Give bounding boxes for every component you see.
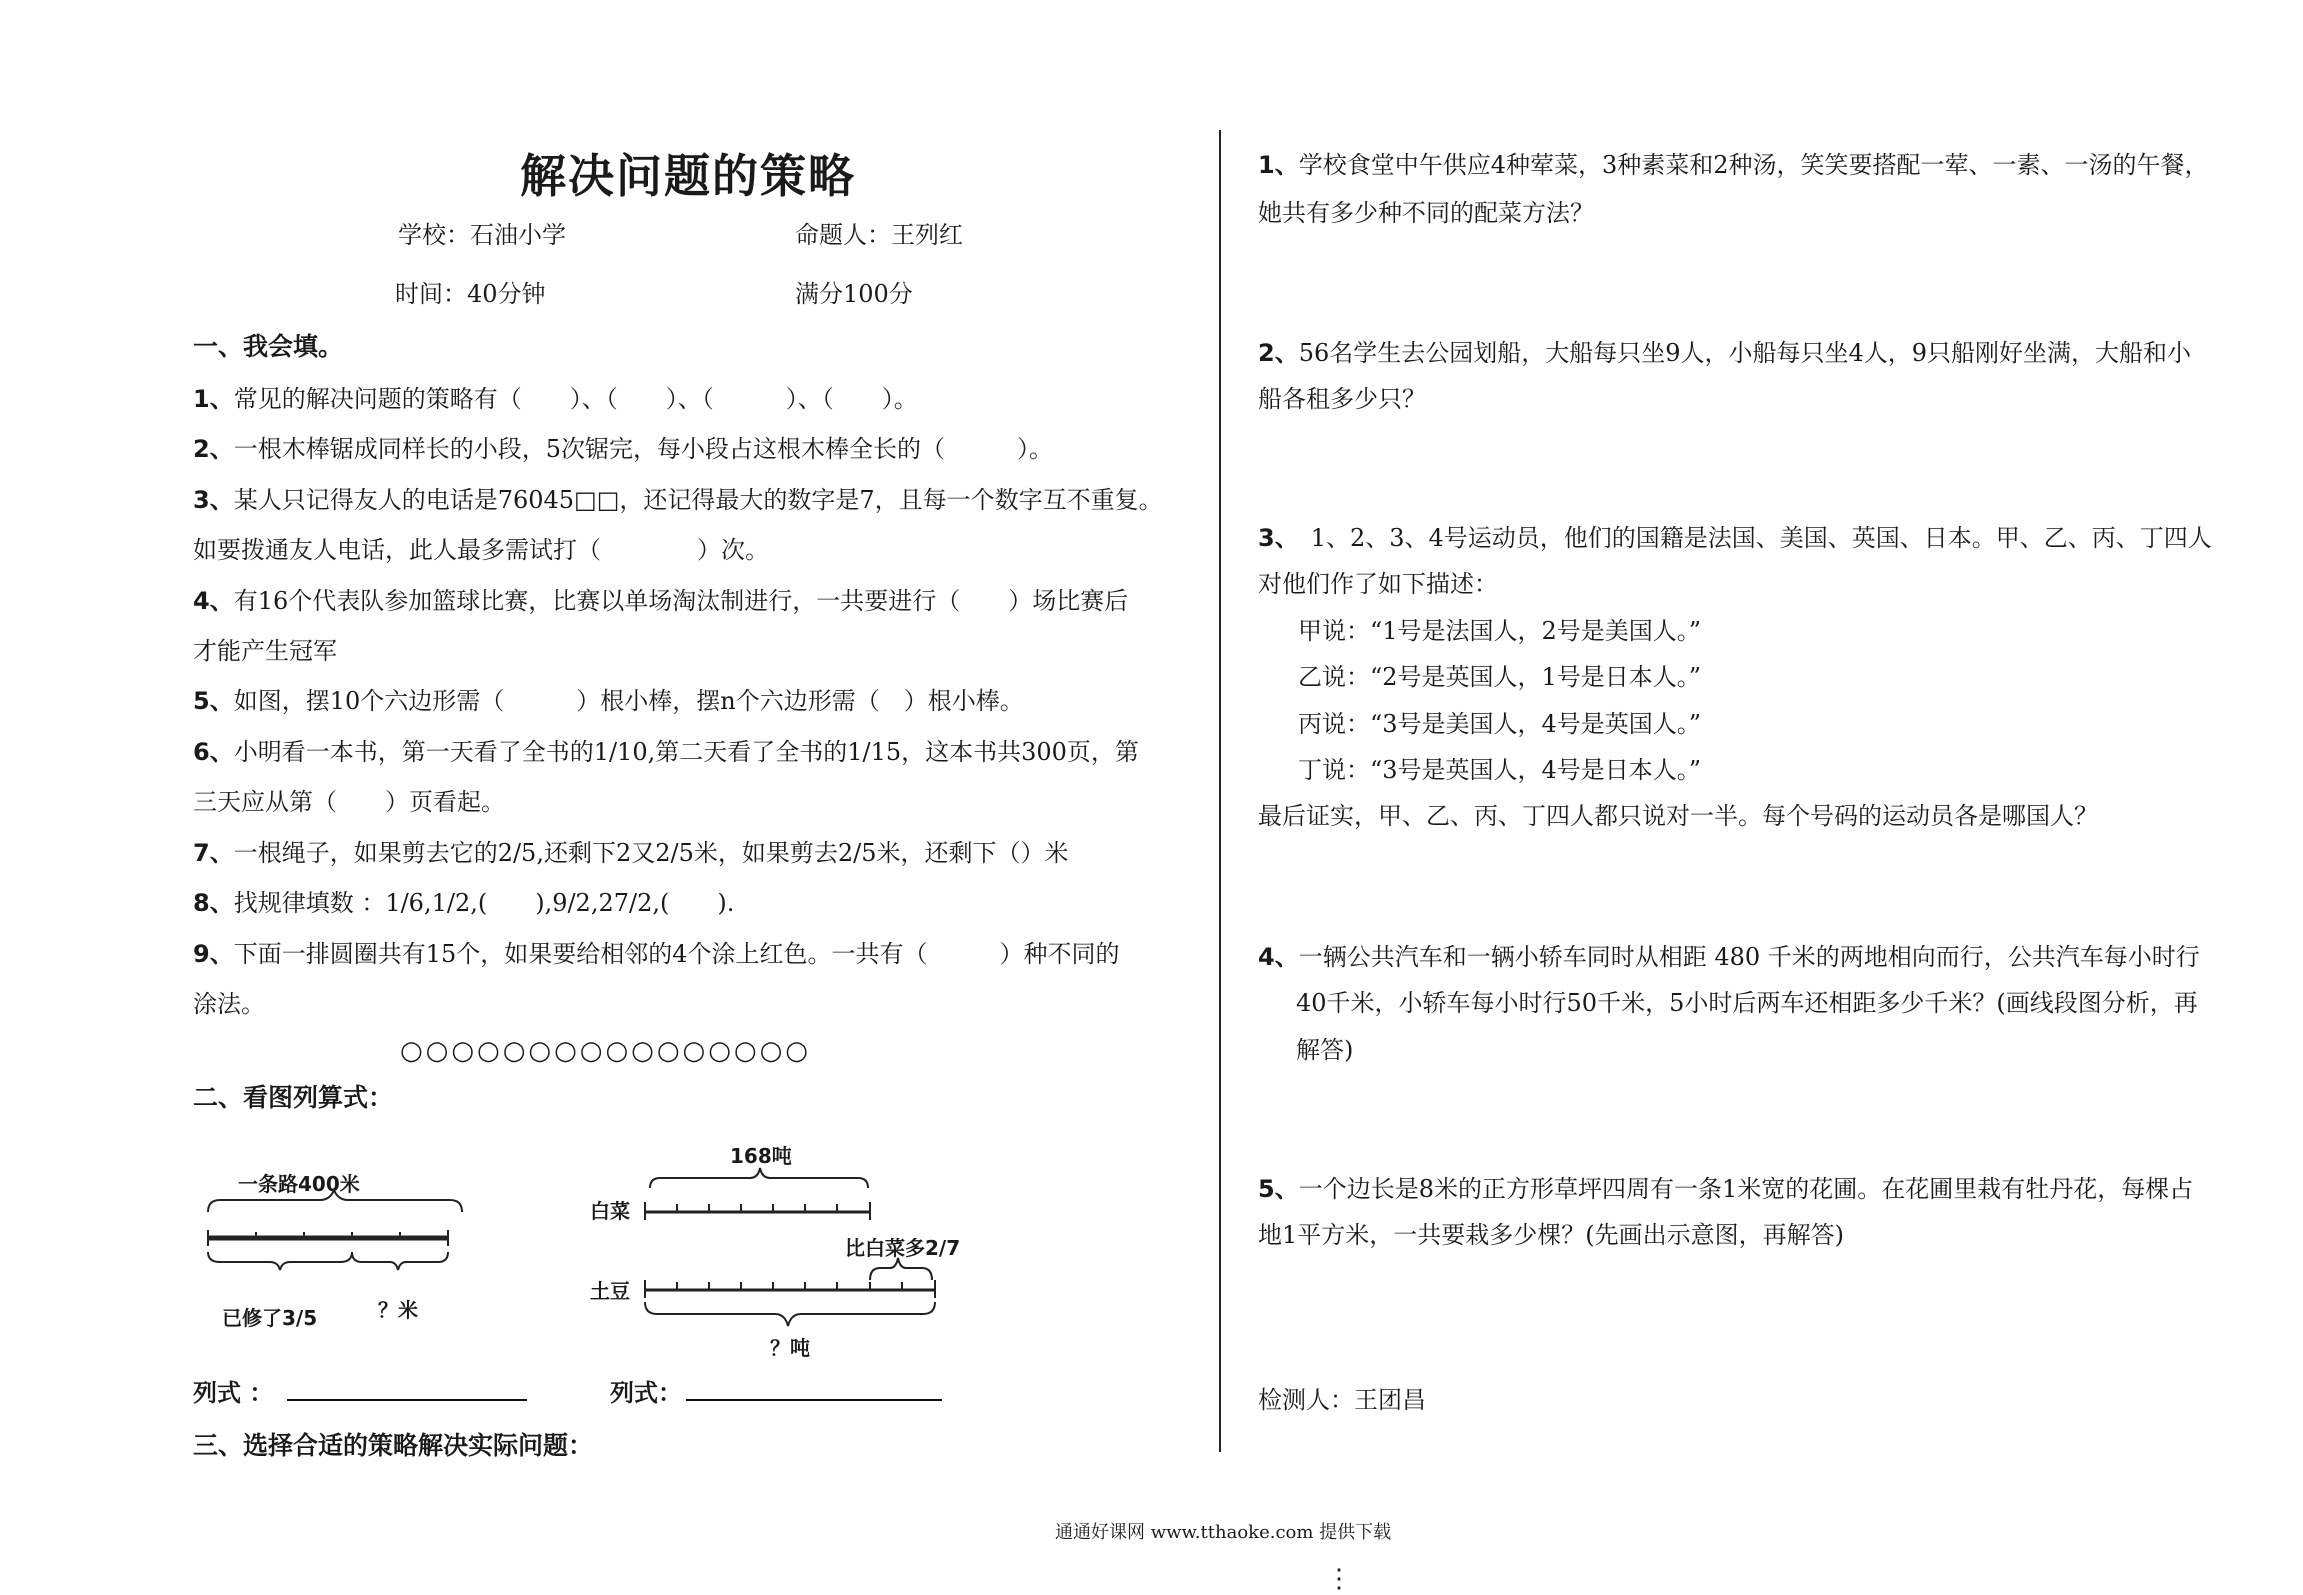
segment-diagram-road [190, 1160, 480, 1340]
section-2-heading: 二、看图列算式： [193, 1083, 394, 1112]
problem-3-question: 最后证实，甲、乙、丙、丁四人都只说对一半。每个号码的运动员各是哪国人？ [1258, 802, 2098, 830]
problem-1-cont: 她共有多少种不同的配菜方法？ [1258, 199, 1594, 227]
problem-5-cont: 地1平方米，一共要栽多少棵？(先画出示意图，再解答) [1258, 1221, 1844, 1249]
problem-4-cont-2: 解答) [1296, 1036, 1354, 1064]
question-7: 7、一根绳子，如果剪去它的2/5,还剩下2又2/5米，如果剪去2/5米，还剩下（）米 [193, 839, 1069, 867]
problem-5: 5、一个边长是8米的正方形草坪四周有一条1米宽的花圃。在花圃里栽有牡丹花，每棵占 [1258, 1175, 2194, 1203]
formula-1: 列式 ： [193, 1376, 527, 1410]
question-2: 2、一根木棒锯成同样长的小段，5次锯完，每小段占这根木棒全长的（ ）。 [193, 435, 1053, 463]
statement-a: 甲说：“1号是法国人，2号是美国人。” [1298, 617, 1702, 645]
footer-source: 通通好课网 www.tthaoke.com 提供下载 [1055, 1522, 1392, 1543]
question-3-cont: 如要拨通友人电话，此人最多需试打（ ）次。 [193, 536, 769, 564]
school-label: 学校：石油小学 [398, 221, 566, 249]
problem-4: 4、一辆公共汽车和一辆小轿车同时从相距 480 千米的两地相向而行，公共汽车每小时行 [1258, 943, 2200, 971]
cabbage-total-label: 168吨 [730, 1144, 792, 1168]
statement-c: 丙说：“3号是美国人，4号是英国人。” [1298, 710, 1702, 738]
question-6-cont: 三天应从第（ ）页看起。 [193, 788, 505, 816]
road-unknown-label: ？米 [378, 1298, 418, 1322]
page-break-dots: ⋮ [1326, 1564, 1352, 1594]
question-8: 8、找规律填数 ：1/6,1/2,( ),9/2,27/2,( ). [193, 889, 735, 917]
road-built-label: 已修了3/5 [222, 1306, 318, 1330]
checker-label: 检测人：王团昌 [1258, 1386, 1426, 1414]
more-than-cabbage-label: 比白菜多2/7 [845, 1236, 961, 1260]
question-4: 4、有16个代表队参加篮球比赛，比赛以单场淘汰制进行，一共要进行（ ）场比赛后 [193, 587, 1129, 615]
page-title: 解决问题的策略 [520, 149, 856, 203]
score-label: 满分100分 [795, 280, 913, 308]
question-4-cont: 才能产生冠军 [193, 637, 337, 665]
question-3: 3、某人只记得友人的电话是76045□□，还记得最大的数字是7，且每一个数字互不重复。 [193, 486, 1163, 514]
section-1-heading: 一、我会填。 [193, 332, 344, 361]
question-5: 5、如图，摆10个六边形需（ ）根小棒，摆n个六边形需（ ）根小棒。 [193, 687, 1024, 715]
cabbage-row-label: 白菜 [590, 1199, 630, 1223]
road-total-label: 一条路400米 [238, 1172, 360, 1196]
formula-1-blank[interactable] [287, 1379, 527, 1401]
question-9: 9、下面一排圆圈共有15个，如果要给相邻的4个涂上红色。一共有（ ）种不同的 [193, 940, 1120, 968]
time-label: 时间：40分钟 [395, 280, 546, 308]
circle-row: ○○○○○○○○○○○○○○○○ [400, 1036, 811, 1066]
problem-2-cont: 船各租多少只？ [1258, 385, 1426, 413]
problem-3: 3、 1、2、3、4号运动员，他们的国籍是法国、美国、英国、日本。甲、乙、丙、丁四人 [1258, 524, 2212, 552]
problem-2: 2、56名学生去公园划船，大船每只坐9人，小船每只坐4人，9只船刚好坐满，大船和小 [1258, 339, 2192, 367]
column-divider [1219, 130, 1221, 1452]
question-1: 1、常见的解决问题的策略有（ ）、（ ）、（ ）、（ ）。 [193, 385, 918, 413]
problem-3-cont: 对他们作了如下描述： [1258, 570, 1498, 598]
segment-diagram-vegetables [590, 1140, 970, 1370]
question-9-cont: 涂法。 [193, 990, 265, 1018]
problem-4-cont: 40千米，小轿车每小时行50千米，5小时后两车还相距多少千米？(画线段图分析，再 [1296, 989, 2198, 1017]
formula-2: 列式： [610, 1376, 942, 1410]
vegetable-diagram-lines [590, 1140, 970, 1370]
potato-row-label: 土豆 [590, 1279, 630, 1303]
problem-1: 1、学校食堂中午供应4种荤菜，3种素菜和2种汤，笑笑要搭配一荤、一素、一汤的午餐， [1258, 151, 2209, 179]
question-6: 6、小明看一本书，第一天看了全书的1/10,第二天看了全书的1/15，这本书共300页，第 [193, 738, 1139, 766]
potato-unknown-label: ？吨 [770, 1336, 810, 1360]
section-3-heading: 三、选择合适的策略解决实际问题： [193, 1431, 594, 1460]
formula-2-blank[interactable] [686, 1379, 942, 1401]
author-label: 命题人：王列红 [795, 221, 963, 249]
statement-b: 乙说：“2号是英国人，1号是日本人。” [1298, 663, 1702, 691]
statement-d: 丁说：“3号是英国人，4号是日本人。” [1298, 756, 1702, 784]
